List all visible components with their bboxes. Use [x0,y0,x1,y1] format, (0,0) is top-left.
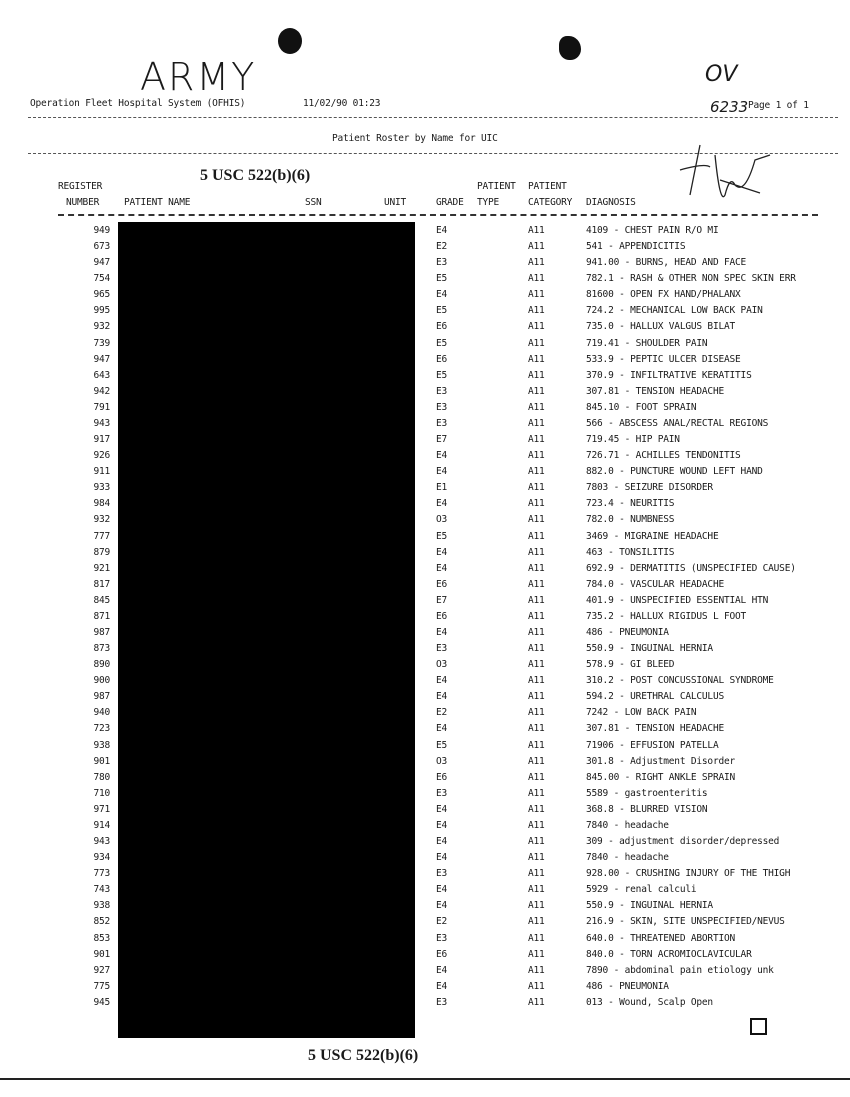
grade: E4 [436,819,448,831]
patient-category: A11 [528,594,545,606]
patient-category: A11 [528,739,545,751]
page-indicator: Page 1 of 1 [748,100,809,111]
col-type-1: PATIENT [477,181,516,192]
col-ssn: SSN [305,197,322,208]
grade: E4 [436,980,448,992]
grade: E4 [436,289,448,301]
grade: E3 [436,868,448,880]
patient-category: A11 [528,771,545,783]
patient-category: A11 [528,803,545,815]
diagnosis: 784.0 - VASCULAR HEADACHE [586,578,724,590]
patient-category: A11 [528,852,545,864]
register-number: 942 [93,385,110,397]
patient-category: A11 [528,305,545,317]
grade: E6 [436,610,448,622]
diagnosis: 71906 - EFFUSION PATELLA [586,739,719,751]
diagnosis: 309 - adjustment disorder/depressed [586,836,780,848]
patient-category: A11 [528,948,545,960]
register-number: 932 [93,514,110,526]
patient-category: A11 [528,498,545,510]
columns-rule [58,214,818,216]
redaction-block [118,222,415,1038]
register-number: 934 [93,852,110,864]
patient-category: A11 [528,868,545,880]
grade: E3 [436,417,448,429]
grade: E1 [436,482,448,494]
register-number: 900 [93,675,110,687]
diagnosis: 7242 - LOW BACK PAIN [586,707,697,719]
grade: E4 [436,691,448,703]
patient-category: A11 [528,691,545,703]
grade: E5 [436,337,448,349]
diagnosis: 401.9 - UNSPECIFIED ESSENTIAL HTN [586,594,769,606]
register-number: 871 [93,610,110,622]
diagnosis: 726.71 - ACHILLES TENDONITIS [586,450,741,462]
register-number: 845 [93,594,110,606]
diagnosis: 013 - Wound, Scalp Open [586,996,713,1008]
patient-category: A11 [528,321,545,333]
grade: E3 [436,787,448,799]
grade: O3 [436,659,448,671]
col-register-2: NUMBER [66,197,100,208]
patient-category: A11 [528,562,545,574]
col-type-2: TYPE [477,197,500,208]
register-number: 927 [93,964,110,976]
patient-category: A11 [528,482,545,494]
patient-category: A11 [528,241,545,253]
patient-category: A11 [528,787,545,799]
register-number: 914 [93,819,110,831]
grade: E4 [436,723,448,735]
grade: E4 [436,964,448,976]
register-number: 817 [93,578,110,590]
register-number: 775 [93,980,110,992]
diagnosis: 3469 - MIGRAINE HEADACHE [586,530,719,542]
register-number: 873 [93,643,110,655]
register-number: 853 [93,932,110,944]
diagnosis: 370.9 - INFILTRATIVE KERATITIS [586,369,752,381]
exemption-top: 5 USC 522(b)(6) [200,167,311,184]
patient-category: A11 [528,610,545,622]
register-number: 780 [93,771,110,783]
grade: E5 [436,530,448,542]
register-number: 995 [93,305,110,317]
register-number: 723 [93,723,110,735]
grade: E4 [436,675,448,687]
patient-category: A11 [528,578,545,590]
grade: E4 [436,627,448,638]
diagnosis: 782.0 - NUMBNESS [586,514,675,526]
register-number: 945 [93,996,110,1008]
grade: E5 [436,739,448,751]
header-rule [28,117,838,118]
patient-category: A11 [528,819,545,831]
register-number: 943 [93,836,110,848]
diagnosis: 7803 - SEIZURE DISORDER [586,482,713,494]
diagnosis: 310.2 - POST CONCUSSIONAL SYNDROME [586,675,774,687]
grade: E4 [436,450,448,462]
handwritten-top-right: OV [705,62,738,87]
diagnosis: 368.8 - BLURRED VISION [586,803,708,815]
diagnosis: 301.8 - Adjustment Disorder [586,755,736,767]
register-number: 921 [93,562,110,574]
patient-category: A11 [528,289,545,301]
grade: E6 [436,578,448,590]
col-register-1: REGISTER [58,181,103,192]
register-number: 879 [93,546,110,558]
register-number: 932 [93,321,110,333]
grade: E3 [436,401,448,413]
handwritten-army: ARMY [140,55,257,99]
patient-category: A11 [528,385,545,397]
grade: E6 [436,321,448,333]
diagnosis: 594.2 - URETHRAL CALCULUS [586,691,724,703]
patient-category: A11 [528,723,545,735]
register-number: 791 [93,401,110,413]
grade: O3 [436,514,448,526]
diagnosis: 782.1 - RASH & OTHER NON SPEC SKIN ERR [586,273,796,285]
diagnosis: 533.9 - PEPTIC ULCER DISEASE [586,353,741,365]
punch-hole-left [278,28,302,54]
grade: E4 [436,562,448,574]
register-number: 965 [93,289,110,301]
diagnosis: 216.9 - SKIN, SITE UNSPECIFIED/NEVUS [586,916,785,928]
grade: E7 [436,594,448,606]
grade: E4 [436,900,448,912]
diagnosis: 640.0 - THREATENED ABORTION [586,932,736,944]
diagnosis: 928.00 - CRUSHING INJURY OF THE THIGH [586,868,791,880]
patient-category: A11 [528,273,545,285]
patient-category: A11 [528,932,545,944]
diagnosis: 941.00 - BURNS, HEAD AND FACE [586,257,747,269]
register-number: 949 [93,225,110,236]
grade: E4 [436,836,448,848]
grade: E4 [436,884,448,896]
report-datetime: 11/02/90 01:23 [303,98,381,109]
diagnosis: 5929 - renal calculi [586,884,697,896]
patient-category: A11 [528,627,545,638]
exemption-bottom: 5 USC 522(b)(6) [308,1047,419,1064]
register-number: 754 [93,273,110,285]
grade: E3 [436,996,448,1008]
diagnosis: 541 - APPENDICITIS [586,241,686,253]
diagnosis: 735.2 - HALLUX RIGIDUS L FOOT [586,610,747,622]
diagnosis: 4109 - CHEST PAIN R/O MI [586,225,719,236]
handwritten-page-mark: 6233 [710,98,749,116]
grade: E4 [436,803,448,815]
col-grade: GRADE [436,197,464,208]
patient-category: A11 [528,996,545,1008]
register-number: 987 [93,691,110,703]
diagnosis: 307.81 - TENSION HEADACHE [586,723,724,735]
diagnosis: 845.10 - FOOT SPRAIN [586,401,697,413]
grade: E6 [436,948,448,960]
patient-category: A11 [528,916,545,928]
patient-category: A11 [528,353,545,365]
grade: E5 [436,305,448,317]
register-number: 938 [93,900,110,912]
grade: E2 [436,916,448,928]
register-number: 911 [93,466,110,478]
diagnosis: 550.9 - INGUINAL HERNIA [586,900,713,912]
col-diagnosis: DIAGNOSIS [586,197,636,208]
grade: E6 [436,771,448,783]
diagnosis: 463 - TONSILITIS [586,546,675,558]
grade: E2 [436,707,448,719]
patient-category: A11 [528,755,545,767]
grade: E4 [436,498,448,510]
patient-category: A11 [528,434,545,446]
patient-category: A11 [528,900,545,912]
register-number: 901 [93,948,110,960]
register-number: 947 [93,353,110,365]
grade: E3 [436,257,448,269]
grade: E6 [436,353,448,365]
diagnosis: 692.9 - DERMATITIS (UNSPECIFIED CAUSE) [586,562,796,574]
diagnosis: 882.0 - PUNCTURE WOUND LEFT HAND [586,466,763,478]
signature [660,135,785,210]
register-number: 917 [93,434,110,446]
col-category-1: PATIENT [528,181,567,192]
patient-category: A11 [528,836,545,848]
register-number: 933 [93,482,110,494]
patient-category: A11 [528,675,545,687]
patient-category: A11 [528,707,545,719]
grade: E4 [436,546,448,558]
patient-category: A11 [528,369,545,381]
grade: E3 [436,643,448,655]
register-number: 971 [93,803,110,815]
patient-category: A11 [528,417,545,429]
register-number: 643 [93,369,110,381]
register-number: 943 [93,417,110,429]
register-number: 987 [93,627,110,638]
register-number: 852 [93,916,110,928]
register-number: 673 [93,241,110,253]
diagnosis: 7840 - headache [586,852,669,864]
register-number: 901 [93,755,110,767]
patient-category: A11 [528,466,545,478]
patient-category: A11 [528,401,545,413]
diagnosis: 486 - PNEUMONIA [586,980,669,992]
diagnosis: 7840 - headache [586,819,669,831]
report-title: Patient Roster by Name for UIC [332,133,498,144]
patient-category: A11 [528,450,545,462]
diagnosis: 723.4 - NEURITIS [586,498,675,510]
register-number: 777 [93,530,110,542]
register-number: 984 [93,498,110,510]
system-name: Operation Fleet Hospital System (OFHIS) [30,98,246,109]
diagnosis: 840.0 - TORN ACROMIOCLAVICULAR [586,948,752,960]
grade: E2 [436,241,448,253]
diagnosis: 7890 - abdominal pain etiology unk [586,964,774,976]
diagnosis: 735.0 - HALLUX VALGUS BILAT [586,321,736,333]
patient-category: A11 [528,530,545,542]
grade: E7 [436,434,448,446]
grade: E4 [436,225,448,236]
patient-category: A11 [528,546,545,558]
diagnosis: 719.45 - HIP PAIN [586,434,680,446]
box-mark [750,1018,767,1035]
patient-category: A11 [528,964,545,976]
diagnosis: 486 - PNEUMONIA [586,627,669,638]
diagnosis: 566 - ABSCESS ANAL/RECTAL REGIONS [586,417,769,429]
patient-category: A11 [528,337,545,349]
grade: E4 [436,852,448,864]
diagnosis: 307.81 - TENSION HEADACHE [586,385,724,397]
patient-category: A11 [528,643,545,655]
diagnosis: 550.9 - INGUINAL HERNIA [586,643,713,655]
diagnosis: 845.00 - RIGHT ANKLE SPRAIN [586,771,736,783]
register-number: 710 [93,787,110,799]
diagnosis: 81600 - OPEN FX HAND/PHALANX [586,289,741,301]
register-number: 938 [93,739,110,751]
register-number: 890 [93,659,110,671]
grade: O3 [436,755,448,767]
punch-hole-right [559,36,581,60]
patient-category: A11 [528,225,545,236]
register-number: 739 [93,337,110,349]
patient-category: A11 [528,884,545,896]
grade: E3 [436,385,448,397]
col-category-2: CATEGORY [528,197,573,208]
grade: E3 [436,932,448,944]
grade: E5 [436,369,448,381]
register-number: 773 [93,868,110,880]
register-number: 743 [93,884,110,896]
diagnosis: 719.41 - SHOULDER PAIN [586,337,708,349]
patient-category: A11 [528,980,545,992]
grade: E5 [436,273,448,285]
register-number: 926 [93,450,110,462]
diagnosis: 5589 - gastroenteritis [586,787,708,799]
patient-category: A11 [528,257,545,269]
patient-category: A11 [528,659,545,671]
grade: E4 [436,466,448,478]
register-number: 947 [93,257,110,269]
diagnosis: 578.9 - GI BLEED [586,659,675,671]
footer-rule [0,1078,850,1080]
register-number: 940 [93,707,110,719]
patient-category: A11 [528,514,545,526]
col-unit: UNIT [384,197,407,208]
diagnosis: 724.2 - MECHANICAL LOW BACK PAIN [586,305,763,317]
col-patient-name: PATIENT NAME [124,197,191,208]
